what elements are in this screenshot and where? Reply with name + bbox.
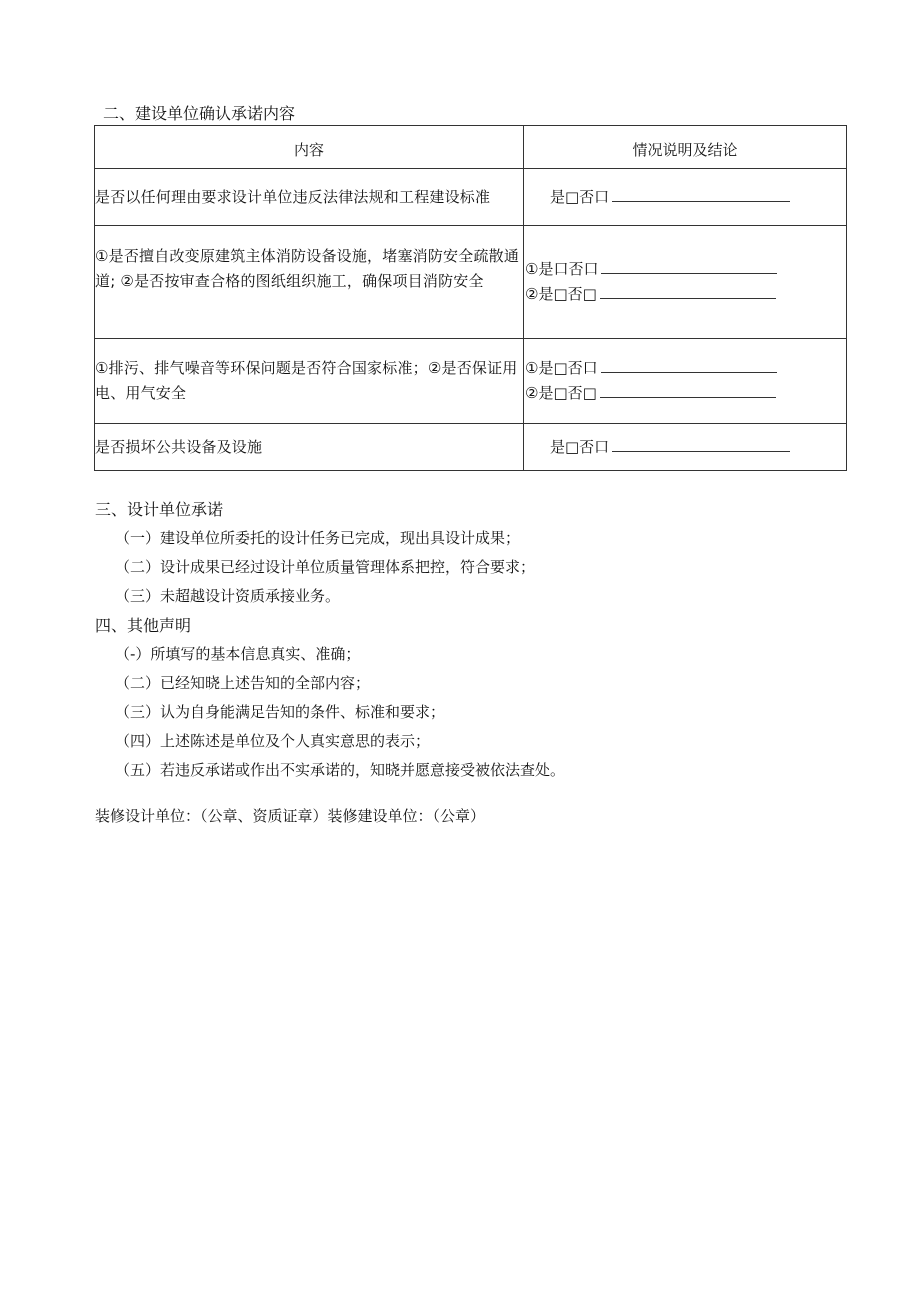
row-1-answer-blank[interactable] <box>612 187 790 202</box>
list-item: （五）若违反承诺或作出不实承诺的，知晓并愿意接受被依法查处。 <box>115 761 566 779</box>
list-item: （三）认为自身能满足告知的条件、标准和要求； <box>115 703 446 721</box>
section-4 <box>95 611 565 785</box>
section-3-title: 三、设计单位承诺 <box>95 500 224 519</box>
row-3-answer-1-label: ①是□否口 <box>525 359 598 377</box>
row-2-answer <box>524 226 847 339</box>
row-3-answer-line-2 <box>525 381 846 406</box>
list-item: （一）建设单位所委托的设计任务已完成，现出具设计成果； <box>115 529 521 547</box>
table-row <box>95 424 847 471</box>
row-3-answer-line-1 <box>525 356 846 381</box>
row-2-answer-2-label: ②是□否□ <box>525 285 597 303</box>
list-item: （四）上述陈述是单位及个人真实意思的表示； <box>115 732 431 750</box>
row-2-answer-line-2 <box>525 282 846 307</box>
row-4-text: 是否损坏公共设备及设施 <box>95 424 524 471</box>
list-item: （二）已经知晓上述告知的全部内容； <box>115 674 371 692</box>
row-2-answer-2-blank[interactable] <box>600 284 776 299</box>
table-row <box>95 169 847 226</box>
section-2-title: 二、建设单位确认承诺内容 <box>103 104 296 123</box>
row-1-answer-label: 是□否口 <box>550 187 610 206</box>
list-item: （二）设计成果已经过设计单位质量管理体系把控，符合要求； <box>115 558 536 576</box>
commitment-table <box>94 125 847 471</box>
section-4-title: 四、其他声明 <box>95 616 192 635</box>
table-header-row <box>95 126 847 169</box>
row-2-answer-1-label: ①是口否口 <box>525 260 599 278</box>
row-3-answer-2-blank[interactable] <box>600 383 776 398</box>
table-row <box>95 339 847 424</box>
row-1-text: 是否以任何理由要求设计单位违反法律法规和工程建设标准 <box>95 169 524 226</box>
row-3-answer-2-label: ②是□否□ <box>525 384 597 402</box>
row-1-answer <box>524 169 847 226</box>
header-content: 内容 <box>95 126 524 169</box>
row-3-answer <box>524 339 847 424</box>
row-4-answer <box>524 424 847 471</box>
row-2-answer-line-1 <box>525 257 846 282</box>
list-item: （三）未超越设计资质承接业务。 <box>115 587 341 605</box>
row-4-answer-blank[interactable] <box>612 437 790 452</box>
row-3-text: ①排污、排气噪音等环保问题是否符合国家标准；②是否保证用电、用气安全 <box>95 339 524 424</box>
header-conclusion: 情况说明及结论 <box>524 126 847 169</box>
signature-line: 装修设计单位：（公章、资质证章）装修建设单位：（公章） <box>95 807 486 825</box>
row-2-text: ①是否擅自改变原建筑主体消防设备设施，堵塞消防安全疏散通道; ②是否按审查合格的图纸组织施工，确保项目消防安全 <box>95 226 524 339</box>
section-3 <box>95 495 535 611</box>
row-2-answer-1-blank[interactable] <box>601 259 777 274</box>
table-row <box>95 226 847 339</box>
list-item: （-）所填写的基本信息真实、准确； <box>115 645 361 663</box>
row-3-answer-1-blank[interactable] <box>601 358 777 373</box>
row-4-answer-label: 是□否口 <box>550 437 610 456</box>
